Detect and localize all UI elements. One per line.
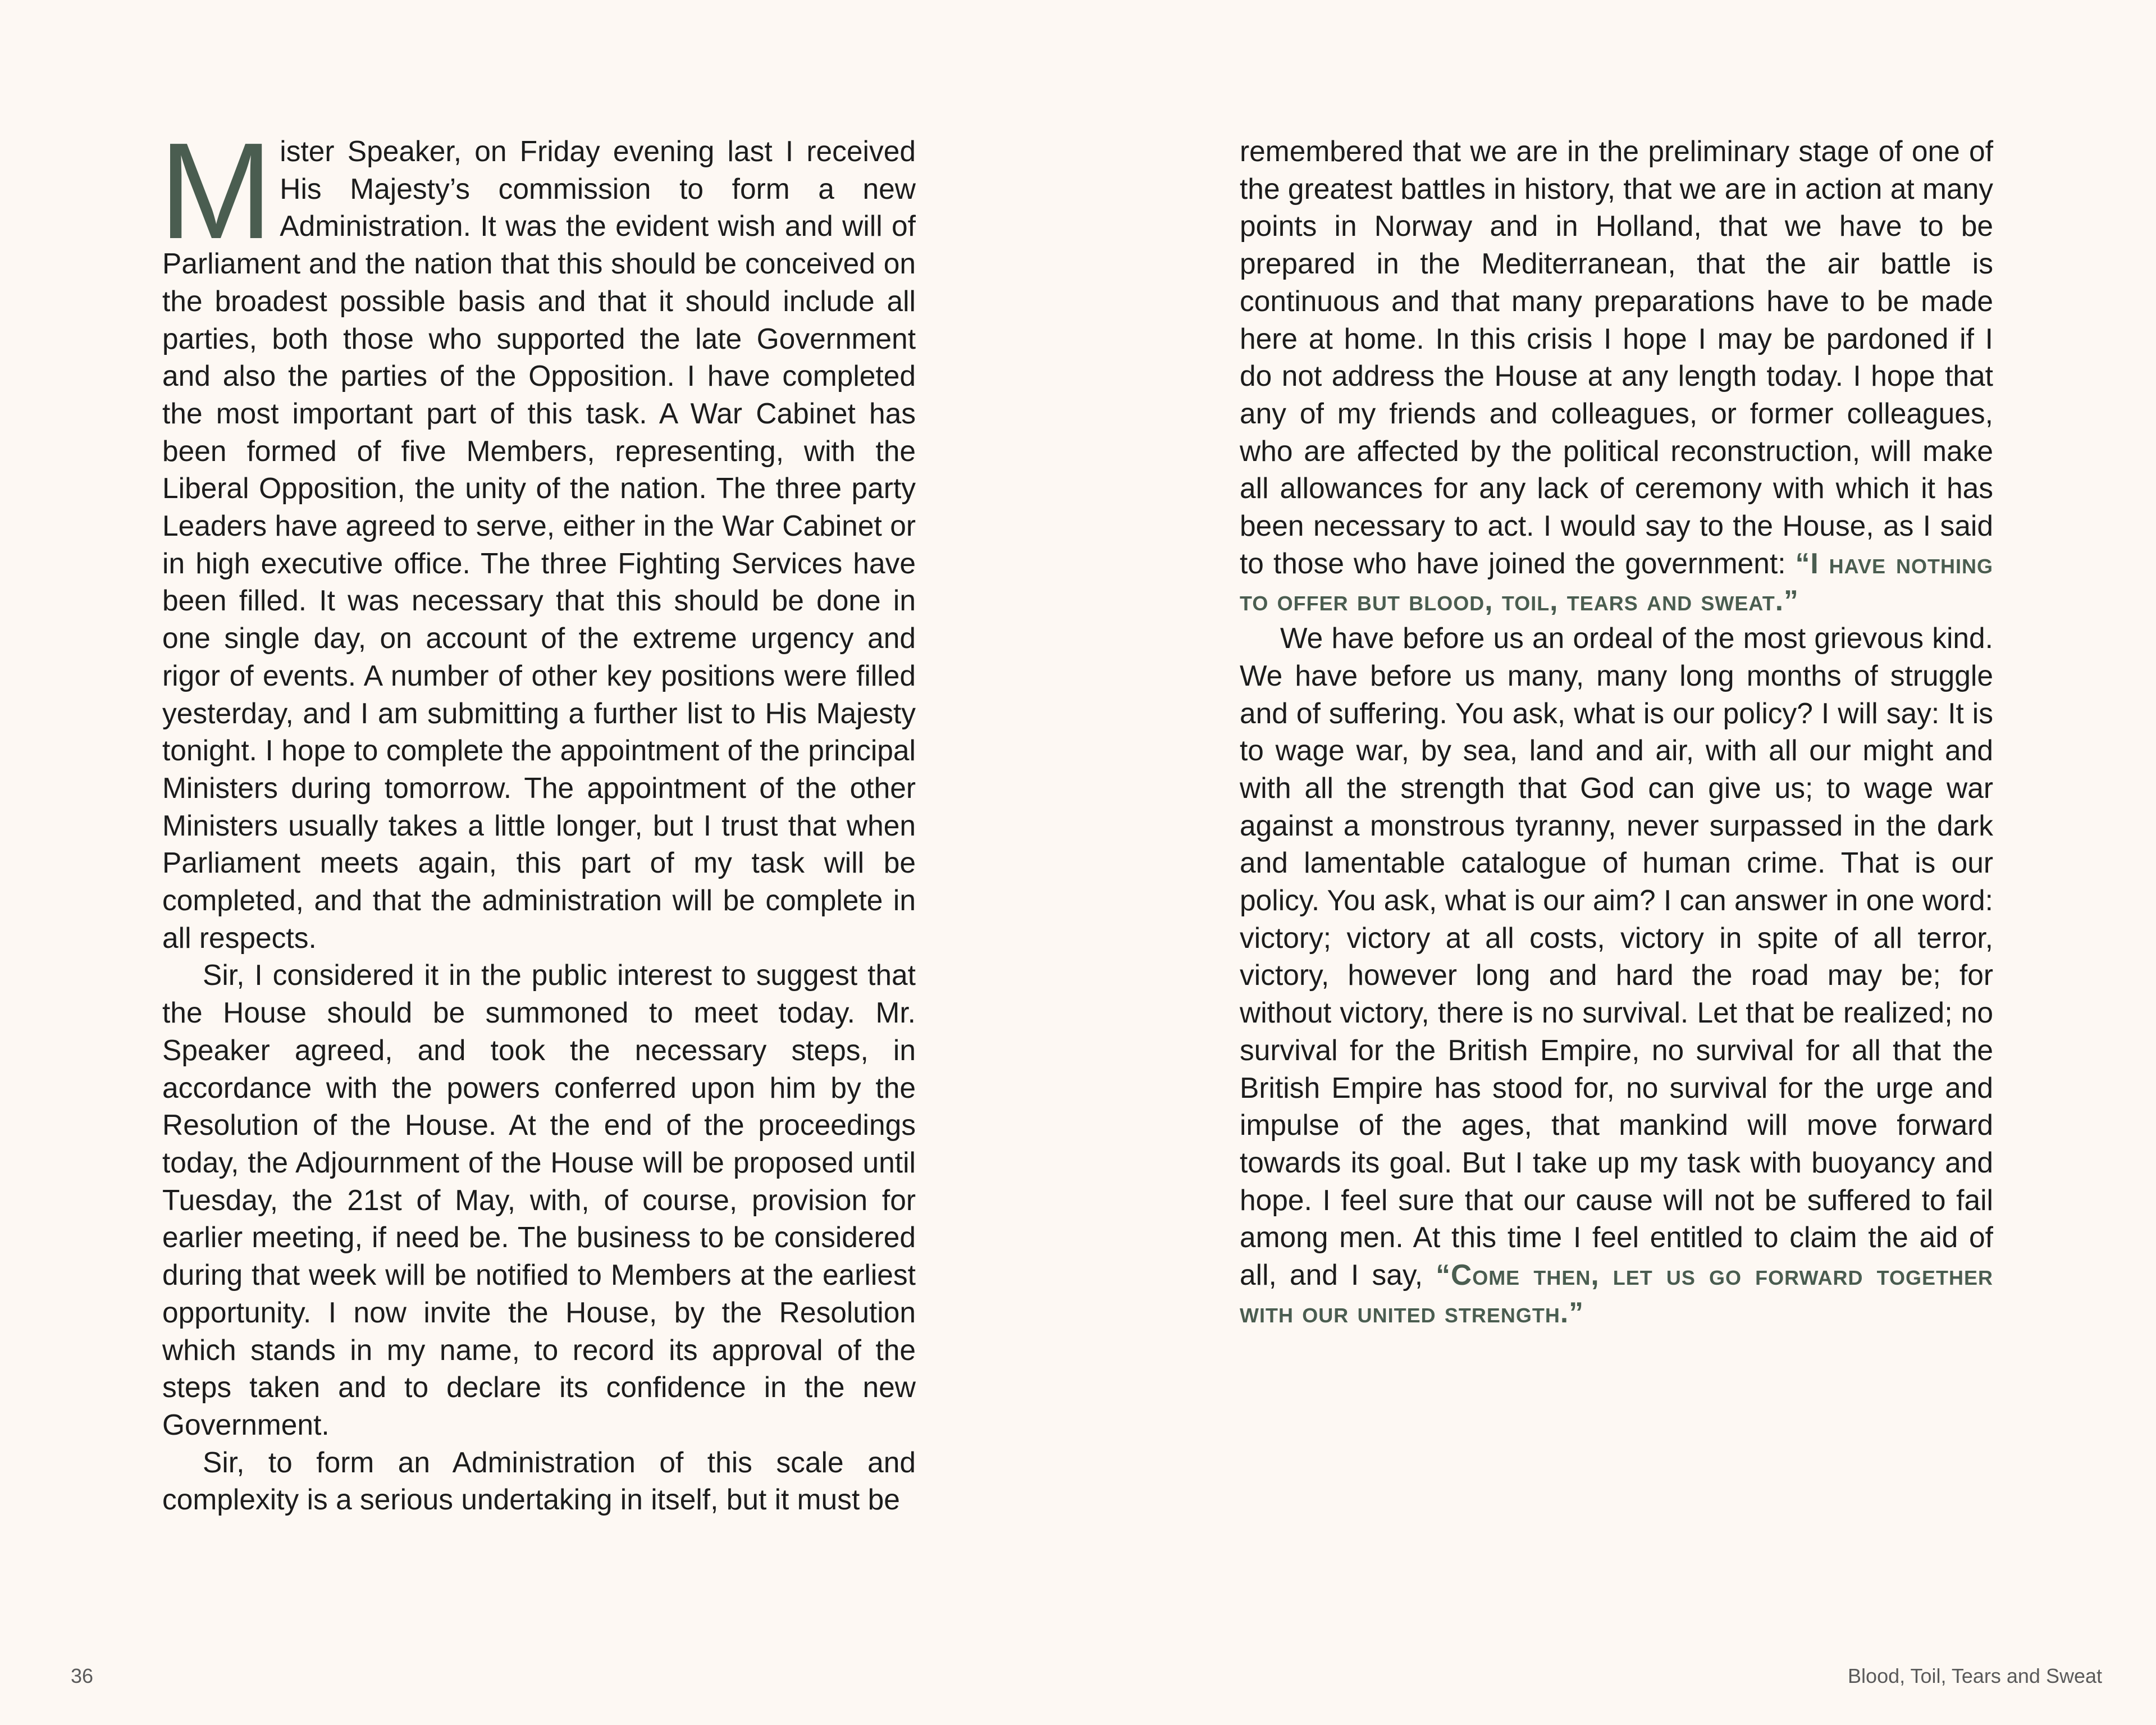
paragraph-4 [1240, 133, 1993, 619]
paragraph-5 [1240, 619, 1993, 1331]
running-footer-title: Blood, Toil, Tears and Sweat [1848, 1664, 2102, 1687]
paragraph-4-text: remembered that we are in the preliminary stage of one of the greatest battles in history, that we are in action at many points in Norway and in Holland, that we have to be prepared in the Mediterranean, that the air battle is continuous and that many preparations have to be made here at home. In this crisis I hope I may be pardoned if I do not address the House at any length today. I hope that any of my friends and colleagues, or former colleagues, who are affected by the political reconstruction, will make all allowances for any lack of ceremony with which it has been necessary to act. I would say to the House, as I said to those who have joined the government: [1240, 135, 1993, 579]
paragraph-2: Sir, I considered it in the public interest to suggest that the House should be summoned to meet today. Mr. Speaker agreed, and took the necessary steps, in accordance with the powers conferred upon him by the Resolution of the House. At the end of the proceedings today, the Adjournment of the House will be proposed until Tuesday, the 21st of May, with, of course, provision for earlier meeting, if need be. The business to be considered during that week will be notified to Members at the earliest opportunity. I now invite the House, by the Resolution which stands in my name, to record its approval of the steps taken and to declare its confidence in the new Government. [162, 959, 916, 1441]
drop-cap: M [159, 114, 273, 267]
page-number: 36 [71, 1664, 94, 1687]
paragraph-5-text: We have before us an ordeal of the most grievous kind. We have before us many, many long months of struggle and of suffering. You ask, what is our policy? I will say: It is to wage war, by sea, land and air, with all our might and with all the strength that God can give us; to wage war against a monstrous tyranny, never surpassed in the dark and lamentable catalogue of human crime. That is our policy. You ask, what is our aim? I can answer in one word: victory; victory at all costs, victory in spite of all terror, victory, however long and hard the road may be; for without victory, there is no survival. Let that be realized; no survival for the British Empire, no survival for all that the British Empire has stood for, no survival for the urge and impulse of the ages, that mankind will move forward towards its goal. But I take up my task with buoyancy and hope. I feel sure that our cause will not be suffered to fail among men. At this time I feel entitled to claim the aid of all, and I say, [1240, 622, 1993, 1292]
paragraph-3: Sir, to form an Administration of this scale and complexity is a serious undertaking in itself, but it must be [162, 1445, 916, 1516]
pull-quote-blood-toil: “I have nothing to offer but blood, toil, tears and sweat.” [1240, 546, 1994, 617]
left-column [159, 114, 916, 1518]
right-column [1240, 133, 1993, 1331]
paragraph-1 [159, 114, 916, 956]
paragraph-1-text: ister Speaker, on Friday evening last I received His Majesty’s commission to form a new Administration. It was the evident wish and will of Parliament and the nation that this should be conceived on the broadest possible basis and that it should include all parties, both those who supported the late Government and also the parties of the Opposition. I have completed the most important part of this task. A War Cabinet has been formed of five Members, representing, with the Liberal Opposition, the unity of the nation. The three party Leaders have agreed to serve, either in the War Cabinet or in high executive office. The three Fighting Services have been filled. It was necessary that this should be done in one single day, on account of the extreme urgency and rigor of events. A number of other key positions were filled yesterday, and I am submitting a further list to His Majesty tonight. I hope to complete the appointment of the principal Ministers during tomorrow. The appointment of the other Ministers usually takes a little longer, but I trust that when Parliament meets again, this part of my task will be completed, and that the administration will be complete in all respects. [162, 135, 916, 954]
pull-quote-come-then: “Come then, let us go forward together with our united strength.” [1240, 1258, 1993, 1329]
